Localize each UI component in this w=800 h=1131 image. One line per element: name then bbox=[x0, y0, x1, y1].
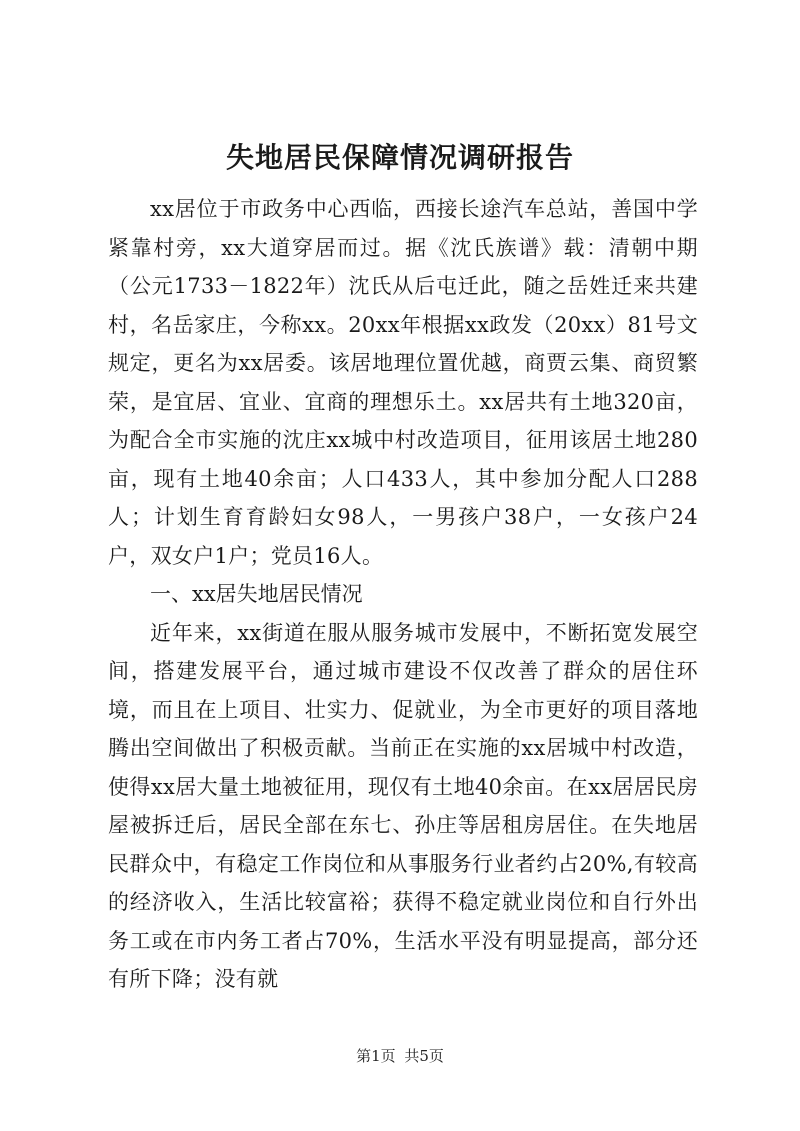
paragraph-intro: xx居位于市政务中心西临，西接长途汽车总站，善国中学紧靠村旁，xx大道穿居而过。据《沈氏族谱》载：清朝中期（公元1733－1822年）沈氏从后屯迁此，随之岳姓迁来共建村，名岳家庄，今称xx。20xx年根据xx政发（20xx）81号文规定，更名为xx居委。该居地理位置优越，商贾云集、商贸繁荣，是宜居、宜业、宜商的理想乐土。xx居共有土地320亩，为配合全市实施的沈庄xx城中村改造项目，征用该居土地280亩，现有土地40余亩；人口433人，其中参加分配人口288人；计划生育育龄妇女98人，一男孩户38户，一女孩户24户，双女户1户；党员16人。 bbox=[108, 197, 698, 568]
page-number: 第1页 bbox=[356, 1047, 396, 1065]
page-total: 共5页 bbox=[404, 1047, 444, 1065]
paragraph-section-1: 近年来，xx街道在服从服务城市发展中，不断拓宽发展空间，搭建发展平台，通过城市建设不仅改善了群众的居住环境，而且在上项目、壮实力、促就业，为全市更好的项目落地腾出空间做出了积极贡献。当前正在实施的xx居城中村改造，使得xx居大量土地被征用，现仅有土地40余亩。在xx居居民房屋被拆迁后，居民全部在东七、孙庄等居租房居住。在失地居民群众中，有稳定工作岗位和从事服务行业者约占20%,有较高的经济收入，生活比较富裕；获得不稳定就业岗位和自行外出务工或在市内务工者占70%，生活水平没有明显提高，部分还有所下降；没有就 bbox=[108, 620, 698, 991]
document-body bbox=[108, 190, 698, 999]
section-heading: 一、xx居失地居民情况 bbox=[150, 582, 363, 606]
document-title: 失地居民保障情况调研报告 bbox=[225, 141, 574, 174]
page-footer bbox=[0, 1046, 800, 1066]
